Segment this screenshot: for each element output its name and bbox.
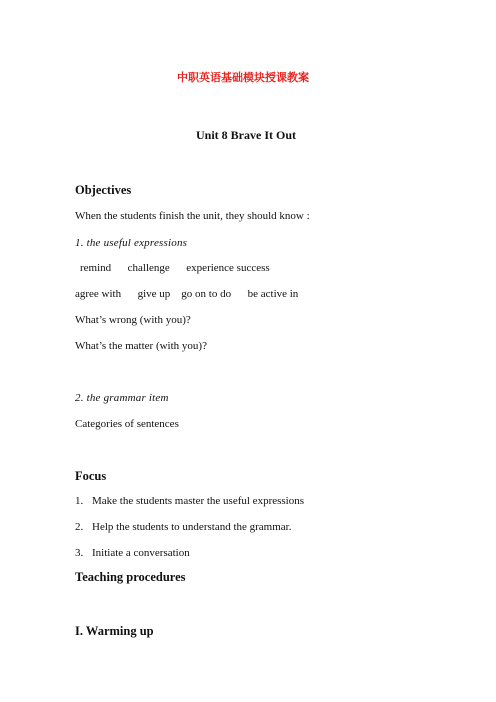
focus-item-number: 1.	[75, 495, 84, 507]
objectives-heading: Objectives	[75, 183, 132, 197]
procedures-heading: Teaching procedures	[75, 570, 186, 584]
question-line-1: What’s wrong (with you)?	[75, 314, 191, 326]
focus-item	[75, 520, 291, 534]
warming-up-heading: I. Warming up	[75, 624, 154, 638]
focus-item-number: 2.	[75, 521, 84, 533]
focus-item-number: 3.	[75, 547, 84, 559]
focus-item-text: Make the students master the useful expressions	[92, 495, 305, 507]
grammar-item: Categories of sentences	[75, 418, 179, 430]
focus-heading: Focus	[75, 469, 107, 483]
focus-item	[75, 494, 304, 508]
unit-title: Unit 8 Brave It Out	[196, 128, 296, 142]
header-title: 中职英语基础模块授课教案	[177, 71, 309, 84]
focus-item-text: Initiate a conversation	[92, 547, 190, 559]
objectives-intro: When the students finish the unit, they should know :	[75, 210, 310, 222]
focus-item	[75, 546, 190, 560]
grammar-heading: 2. the grammar item	[75, 392, 169, 404]
question-line-2: What’s the matter (with you)?	[75, 340, 207, 352]
focus-item-text: Help the students to understand the grammar.	[92, 521, 292, 533]
expressions-line-2: agree with give up go on to do be active in	[75, 288, 299, 300]
expressions-line-1: remind challenge experience success	[80, 262, 270, 274]
useful-expressions-heading: 1. the useful expressions	[75, 237, 188, 249]
